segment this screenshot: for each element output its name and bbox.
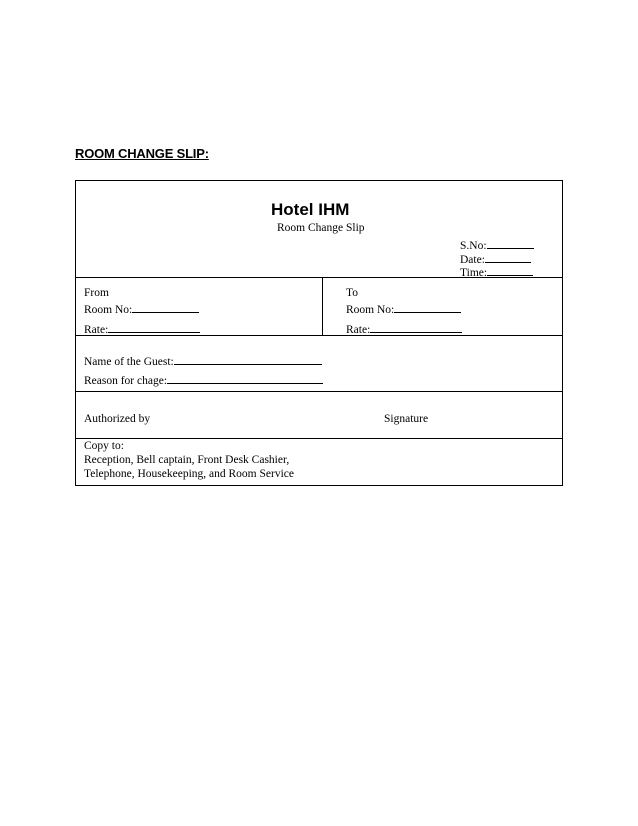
from-room-blank[interactable] — [132, 301, 199, 313]
to-rate-label: Rate: — [346, 324, 371, 336]
from-rate-label: Rate: — [84, 324, 109, 336]
room-divider — [322, 278, 323, 335]
slip-header — [76, 181, 562, 278]
time-label: Time: — [460, 267, 488, 279]
date-blank[interactable] — [485, 251, 531, 263]
guest-name-label: Name of the Guest: — [84, 356, 174, 368]
hotel-name: Hotel IHM — [271, 200, 350, 219]
to-room-label: Room No: — [346, 304, 395, 316]
page-heading: ROOM CHANGE SLIP: — [75, 146, 209, 161]
to-room-blank[interactable] — [394, 301, 461, 313]
slip-subtitle: Room Change Slip — [277, 222, 365, 234]
copy-to-section — [76, 439, 562, 485]
signature-label: Signature — [384, 413, 429, 425]
time-field[interactable] — [460, 264, 533, 279]
authorized-by-label: Authorized by — [84, 413, 151, 425]
reason-field[interactable] — [84, 372, 323, 387]
date-label: Date: — [460, 254, 485, 266]
copy-to-line-1: Reception, Bell captain, Front Desk Cashier, — [84, 454, 290, 466]
to-room-field[interactable] — [346, 301, 461, 316]
from-rate-field[interactable] — [84, 321, 200, 336]
guest-name-field[interactable] — [84, 353, 322, 368]
room-change-slip-form — [75, 180, 563, 486]
copy-to-label: Copy to: — [84, 440, 124, 452]
authorization-section — [76, 392, 562, 439]
serial-number-blank[interactable] — [487, 237, 534, 249]
guest-section — [76, 336, 562, 392]
from-rate-blank[interactable] — [108, 321, 200, 333]
from-room-field[interactable] — [84, 301, 199, 316]
serial-number-field[interactable] — [460, 237, 534, 252]
to-label: To — [346, 287, 358, 299]
serial-number-label: S.No: — [460, 240, 487, 252]
room-section — [76, 278, 562, 336]
to-rate-field[interactable] — [346, 321, 462, 336]
to-rate-blank[interactable] — [370, 321, 462, 333]
from-label: From — [84, 287, 109, 299]
reason-label: Reason for chage: — [84, 375, 168, 387]
guest-name-blank[interactable] — [174, 353, 322, 365]
reason-blank[interactable] — [167, 372, 323, 384]
from-room-label: Room No: — [84, 304, 133, 316]
time-blank[interactable] — [487, 264, 533, 276]
copy-to-line-2: Telephone, Housekeeping, and Room Service — [84, 468, 294, 480]
